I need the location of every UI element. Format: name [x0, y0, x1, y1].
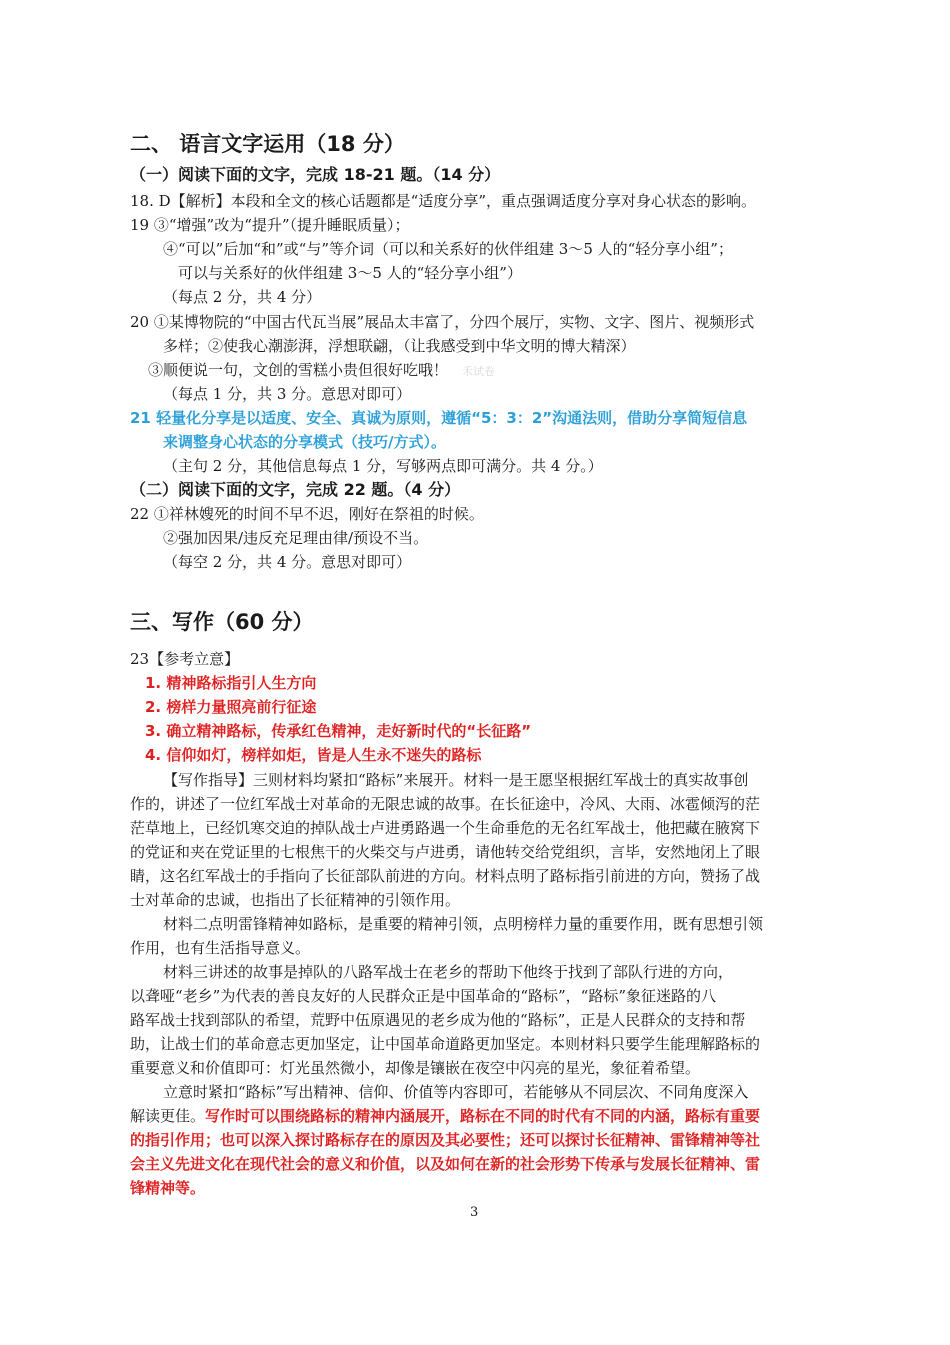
answer-21-line1: 21 轻量化分享是以适度、安全、真诚为原则，遵循“5：3：2”沟通法则，借助分享简短信息: [130, 409, 748, 427]
answer-20-line3: ③顺便说一句，文创的雪糕小贵但很好吃哦！: [148, 361, 449, 379]
answer-20-score: （每点 1 分，共 3 分。意思对即可）: [163, 385, 412, 403]
idea-item: 1. 精神路标指引人生方向: [145, 674, 317, 692]
answer-22-line1: 22 ①祥林嫂死的时间不早不迟，刚好在祭祖的时候。: [130, 505, 484, 523]
answer-18: 18. D【解析】本段和全文的核心话题都是“适度分享”，重点强调适度分享对身心状态的影响。: [130, 192, 756, 210]
watermark: 禾试卷: [462, 365, 495, 378]
idea-item: 2. 榜样力量照亮前行征途: [145, 698, 317, 716]
guide-line: 材料二点明雷锋精神如路标，是重要的精神引领，点明榜样力量的重要作用，既有思想引领: [163, 915, 764, 933]
answer-22-line2: ②强加因果/违反充足理由律/预设不当。: [163, 529, 429, 547]
section-2-title: 二、 语言文字运用（18 分）: [130, 132, 405, 156]
answer-23-heading: 23【参考立意】: [130, 650, 240, 668]
guide-line: 助，让战士们的革命意志更加坚定，让中国革命道路更加坚定。本则材料只要学生能理解路标的: [130, 1035, 761, 1053]
section-3-title: 三、写作（60 分）: [130, 610, 314, 634]
guide-red-line: 会主义先进文化在现代社会的意义和价值，以及如何在新的社会形势下传承与发展长征精神、雷: [130, 1155, 761, 1173]
guide-red-line: 的指引作用；也可以深入探讨路标存在的原因及其必要性；还可以探讨长征精神、雷锋精神等社: [130, 1131, 761, 1149]
idea-item: 4. 信仰如灯，榜样如炬，皆是人生永不迷失的路标: [145, 746, 482, 764]
guide-line: 解读更佳。: [130, 1107, 206, 1125]
guide-red-line: 写作时可以围绕路标的精神内涵展开，路标在不同的时代有不同的内涵，路标有重要: [205, 1107, 761, 1125]
answer-21-score: （主句 2 分，其他信息每点 1 分，写够两点即可满分。共 4 分。）: [163, 457, 603, 475]
guide-line: 士对革命的忠诚，也指出了长征精神的引领作用。: [130, 891, 461, 909]
answer-22-score: （每空 2 分，共 4 分。意思对即可）: [163, 553, 412, 571]
answer-19-line1: 19 ③“增强”改为“提升”（提升睡眠质量）；: [130, 216, 410, 234]
guide-line: 材料三讲述的故事是掉队的八路军战士在老乡的帮助下他终于找到了部队行进的方向，: [163, 963, 734, 981]
guide-line: 作用，也有生活指导意义。: [130, 939, 311, 957]
guide-line: 的党证和夹在党证里的七根焦干的火柴交与卢进勇，请他转交给党组织，言毕，安然地闭上了眼: [130, 843, 761, 861]
guide-line: 以聋哑“老乡”为代表的善良友好的人民群众正是中国革命的“路标”，“路标”象征迷路的八: [130, 987, 717, 1005]
answer-20-line1: 20 ①某博物院的“中国古代瓦当展”展品太丰富了，分四个展厅，实物、文字、图片、视频形式: [130, 313, 755, 331]
guide-line: 【写作指导】三则材料均紧扣“路标”来展开。材料一是王愿坚根据红军战士的真实故事创: [163, 771, 749, 789]
idea-item: 3. 确立精神路标，传承红色精神，走好新时代的“长征路”: [145, 722, 532, 740]
subsection-2-title: （二）阅读下面的文字，完成 22 题。（4 分）: [130, 480, 461, 499]
answer-20-line2: 多样；②使我心潮澎湃，浮想联翩，（让我感受到中华文明的博大精深）: [163, 337, 636, 355]
guide-red-line: 锋精神等。: [130, 1179, 206, 1197]
guide-line: 睛，这名红军战士的手指向了长征部队前进的方向。材料点明了路标指引前进的方向，赞扬了战: [130, 867, 761, 885]
guide-line: 作的，讲述了一位红军战士对革命的无限忠诚的故事。在长征途中，冷风、大雨、冰雹倾泻的茫: [130, 795, 761, 813]
answer-19-line3: 可以与关系好的伙伴组建 3～5 人的“轻分享小组”）: [178, 264, 522, 282]
answer-21-line2: 来调整身心状态的分享模式（技巧/方式）。: [163, 433, 446, 451]
guide-line: 立意时紧扣“路标”写出精神、信仰、价值等内容即可，若能够从不同层次、不同角度深入: [163, 1083, 749, 1101]
mixed-line: [130, 1106, 760, 1126]
page-number: 3: [470, 1205, 479, 1220]
guide-line: 路军战士找到部队的希望，荒野中伍原遇见的老乡成为他的“路标”，正是人民群众的支持和帮: [130, 1011, 746, 1029]
guide-line: 茫草地上，已经饥寒交迫的掉队战士卢进勇路遇一个生命垂危的无名红军战士，他把藏在腋窝下: [130, 819, 761, 837]
answer-19-score: （每点 2 分，共 4 分）: [163, 288, 322, 306]
guide-line: 重要意义和价值即可：灯光虽然微小，却像是镶嵌在夜空中闪亮的星光，象征着希望。: [130, 1059, 701, 1077]
subsection-1-title: （一）阅读下面的文字，完成 18-21 题。（14 分）: [130, 165, 501, 184]
answer-19-line2: ④“可以”后加“和”或“与”等介词（可以和关系好的伙伴组建 3～5 人的“轻分享小组”；: [163, 240, 733, 258]
